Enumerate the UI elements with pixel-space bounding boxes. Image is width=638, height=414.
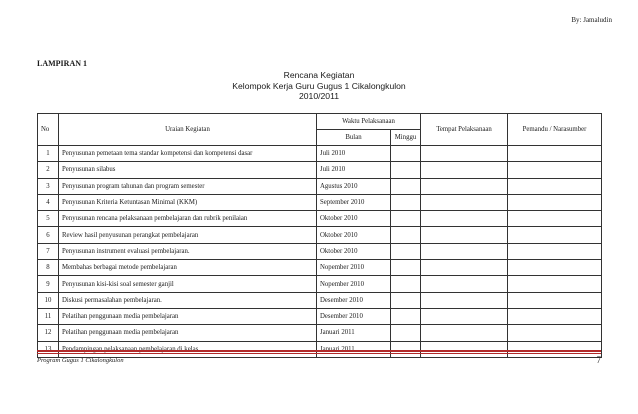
author-header: By: Jamaludin: [571, 16, 612, 24]
table-row: [38, 276, 602, 292]
table-row: [38, 146, 602, 162]
footer-divider: [37, 350, 601, 352]
table-row: [38, 325, 602, 341]
cell-pemandu: [508, 292, 602, 308]
table-row: [38, 227, 602, 243]
cell-uraian: Diskusi permasalahan pembelajaran.: [59, 292, 317, 308]
header-tempat: Tempat Pelaksanaan: [421, 114, 508, 146]
cell-minggu: [391, 243, 421, 259]
lampiran-label: LAMPIRAN 1: [37, 59, 87, 68]
header-pemandu: Pemandu / Narasumber: [508, 114, 602, 146]
cell-no: 4: [38, 194, 59, 210]
cell-no: 12: [38, 325, 59, 341]
cell-uraian: Penyusunan silabus: [59, 162, 317, 178]
cell-no: 10: [38, 292, 59, 308]
cell-minggu: [391, 260, 421, 276]
cell-bulan: Desember 2010: [317, 292, 391, 308]
activity-plan-table: [37, 113, 602, 358]
cell-bulan: Nopember 2010: [317, 276, 391, 292]
header-minggu: Minggu: [391, 130, 421, 146]
cell-minggu: [391, 227, 421, 243]
cell-tempat: [421, 227, 508, 243]
cell-uraian: Penyusunan program tahunan dan program semester: [59, 178, 317, 194]
table-row: [38, 194, 602, 210]
cell-bulan: Januari 2011: [317, 325, 391, 341]
cell-uraian: Penyusunan kisi-kisi soal semester ganjil: [59, 276, 317, 292]
cell-uraian: Penyusunan instrument evaluasi pembelajaran.: [59, 243, 317, 259]
cell-pemandu: [508, 162, 602, 178]
cell-minggu: [391, 292, 421, 308]
cell-tempat: [421, 162, 508, 178]
cell-uraian: Penyusunan Kriteria Ketuntasan Minimal (KKM): [59, 194, 317, 210]
footer-program-label: Program Gugus 1 Cikalongkulon: [37, 357, 124, 364]
table-row: [38, 211, 602, 227]
cell-no: 1: [38, 146, 59, 162]
cell-pemandu: [508, 243, 602, 259]
cell-tempat: [421, 260, 508, 276]
footer-divider-thin: [37, 353, 601, 354]
cell-no: 2: [38, 162, 59, 178]
cell-bulan: Desember 2010: [317, 308, 391, 324]
cell-minggu: [391, 276, 421, 292]
cell-no: 3: [38, 178, 59, 194]
cell-pemandu: [508, 276, 602, 292]
cell-tempat: [421, 308, 508, 324]
cell-bulan: Juli 2010: [317, 146, 391, 162]
table-row: [38, 178, 602, 194]
header-bulan: Bulan: [317, 130, 391, 146]
cell-no: 7: [38, 243, 59, 259]
table-row: [38, 308, 602, 324]
cell-tempat: [421, 243, 508, 259]
cell-tempat: [421, 146, 508, 162]
title-line-1: Rencana Kegiatan: [283, 70, 355, 80]
table-row: [38, 162, 602, 178]
cell-no: 9: [38, 276, 59, 292]
cell-bulan: Oktober 2010: [317, 243, 391, 259]
cell-minggu: [391, 211, 421, 227]
cell-bulan: Oktober 2010: [317, 211, 391, 227]
cell-tempat: [421, 178, 508, 194]
cell-no: 6: [38, 227, 59, 243]
cell-bulan: Nopember 2010: [317, 260, 391, 276]
cell-pemandu: [508, 146, 602, 162]
cell-uraian: Pelatihan penggunaan media pembelajaran: [59, 308, 317, 324]
table-body: [38, 146, 602, 358]
cell-minggu: [391, 178, 421, 194]
document-title: [0, 70, 638, 102]
cell-pemandu: [508, 260, 602, 276]
cell-minggu: [391, 194, 421, 210]
cell-no: 5: [38, 211, 59, 227]
cell-minggu: [391, 308, 421, 324]
cell-uraian: Penyusunan pemetaan tema standar kompetensi dan kompetensi dasar: [59, 146, 317, 162]
cell-pemandu: [508, 211, 602, 227]
cell-pemandu: [508, 308, 602, 324]
cell-pemandu: [508, 227, 602, 243]
cell-no: 8: [38, 260, 59, 276]
header-waktu: Waktu Pelaksanaan: [317, 114, 421, 130]
table-row: [38, 260, 602, 276]
cell-pemandu: [508, 325, 602, 341]
cell-tempat: [421, 292, 508, 308]
cell-minggu: [391, 325, 421, 341]
cell-tempat: [421, 211, 508, 227]
header-no: No: [38, 114, 59, 146]
cell-tempat: [421, 325, 508, 341]
cell-uraian: Pelatihan penggunaan media pembelajaran: [59, 325, 317, 341]
cell-bulan: Juli 2010: [317, 162, 391, 178]
table-row: [38, 292, 602, 308]
cell-tempat: [421, 194, 508, 210]
cell-pemandu: [508, 194, 602, 210]
title-line-3: 2010/2011: [299, 91, 339, 101]
page-number: 7: [596, 355, 601, 365]
cell-uraian: Review hasil penyusunan perangkat pembelajaran: [59, 227, 317, 243]
cell-uraian: Penyusunan rencana pelaksanaan pembelajaran dan rubrik penilaian: [59, 211, 317, 227]
cell-bulan: Oktober 2010: [317, 227, 391, 243]
cell-bulan: Agustus 2010: [317, 178, 391, 194]
cell-minggu: [391, 146, 421, 162]
table-row: [38, 243, 602, 259]
cell-uraian: Membahas berbagai metode pembelajaran: [59, 260, 317, 276]
cell-no: 11: [38, 308, 59, 324]
cell-pemandu: [508, 178, 602, 194]
cell-minggu: [391, 162, 421, 178]
cell-tempat: [421, 276, 508, 292]
title-line-2: Kelompok Kerja Guru Gugus 1 Cikalongkulon: [232, 80, 406, 91]
header-uraian: Uraian Kegiatan: [59, 114, 317, 146]
cell-bulan: September 2010: [317, 194, 391, 210]
